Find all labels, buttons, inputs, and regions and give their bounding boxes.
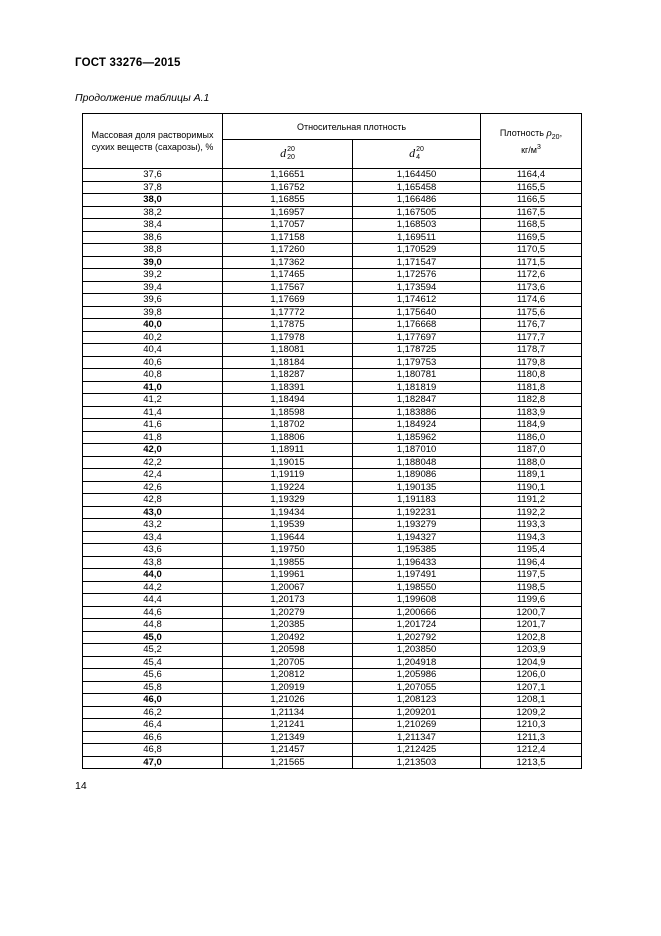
cell-mass-fraction: 41,0 (83, 381, 223, 394)
cell-d4-20: 1,182847 (353, 394, 481, 407)
cell-d4-20: 1,179753 (353, 356, 481, 369)
cell-mass-fraction: 38,2 (83, 206, 223, 219)
cell-d20-20: 1,20705 (223, 656, 353, 669)
cell-density: 1182,8 (481, 394, 582, 407)
d-subscript: 20 (287, 154, 295, 162)
cell-d4-20: 1,167505 (353, 206, 481, 219)
cell-mass-fraction: 40,0 (83, 319, 223, 332)
table-row (83, 481, 582, 494)
cell-mass-fraction: 44,0 (83, 569, 223, 582)
header-row-1 (83, 114, 582, 140)
cell-mass-fraction: 43,8 (83, 556, 223, 569)
cell-mass-fraction: 46,0 (83, 694, 223, 707)
cell-d4-20: 1,166486 (353, 194, 481, 207)
cell-mass-fraction: 43,6 (83, 544, 223, 557)
cell-mass-fraction: 42,6 (83, 481, 223, 494)
cell-d4-20: 1,212425 (353, 744, 481, 757)
cell-mass-fraction: 39,8 (83, 306, 223, 319)
cell-d4-20: 1,213503 (353, 756, 481, 769)
data-table (82, 113, 582, 769)
table-row (83, 669, 582, 682)
cell-mass-fraction: 45,2 (83, 644, 223, 657)
cell-d20-20: 1,17978 (223, 331, 353, 344)
cell-d4-20: 1,164450 (353, 169, 481, 182)
cell-mass-fraction: 42,0 (83, 444, 223, 457)
cell-density: 1194,3 (481, 531, 582, 544)
cell-mass-fraction: 44,4 (83, 594, 223, 607)
cell-density: 1176,7 (481, 319, 582, 332)
cell-d4-20: 1,209201 (353, 706, 481, 719)
cell-mass-fraction: 46,6 (83, 731, 223, 744)
cell-d4-20: 1,175640 (353, 306, 481, 319)
cell-d4-20: 1,193279 (353, 519, 481, 532)
cell-d20-20: 1,20812 (223, 669, 353, 682)
cell-d20-20: 1,18184 (223, 356, 353, 369)
table-row (83, 431, 582, 444)
cell-density: 1165,5 (481, 181, 582, 194)
table-row (83, 419, 582, 432)
cell-d4-20: 1,202792 (353, 631, 481, 644)
cell-d20-20: 1,20598 (223, 644, 353, 657)
cell-d4-20: 1,194327 (353, 531, 481, 544)
cell-d4-20: 1,185962 (353, 431, 481, 444)
cell-d4-20: 1,191183 (353, 494, 481, 507)
table-row (83, 494, 582, 507)
density-comma: , (559, 127, 563, 138)
cell-density: 1193,3 (481, 519, 582, 532)
d-symbol: d (409, 145, 416, 160)
table-row (83, 456, 582, 469)
cell-d4-20: 1,199608 (353, 594, 481, 607)
cell-d4-20: 1,183886 (353, 406, 481, 419)
cell-density: 1188,0 (481, 456, 582, 469)
cell-density: 1177,7 (481, 331, 582, 344)
cell-mass-fraction: 42,8 (83, 494, 223, 507)
cell-d4-20: 1,181819 (353, 381, 481, 394)
d20-20-scripts (287, 146, 295, 162)
cell-d20-20: 1,18391 (223, 381, 353, 394)
table-row (83, 606, 582, 619)
density-label: Плотность (499, 127, 544, 138)
cell-mass-fraction: 45,8 (83, 681, 223, 694)
table-row (83, 756, 582, 769)
table-row (83, 519, 582, 532)
cell-d20-20: 1,20385 (223, 619, 353, 632)
cell-d4-20: 1,174612 (353, 294, 481, 307)
cell-mass-fraction: 43,2 (83, 519, 223, 532)
cell-density: 1174,6 (481, 294, 582, 307)
table-row (83, 319, 582, 332)
cell-density: 1180,8 (481, 369, 582, 382)
cell-density: 1208,1 (481, 694, 582, 707)
cell-density: 1211,3 (481, 731, 582, 744)
cell-d20-20: 1,18494 (223, 394, 353, 407)
cell-d4-20: 1,208123 (353, 694, 481, 707)
cell-d20-20: 1,21026 (223, 694, 353, 707)
table-body (83, 169, 582, 769)
cell-density: 1178,7 (481, 344, 582, 357)
table-row (83, 244, 582, 257)
col-header-density (481, 114, 582, 169)
cell-mass-fraction: 46,2 (83, 706, 223, 719)
table-row (83, 294, 582, 307)
cell-mass-fraction: 41,2 (83, 394, 223, 407)
cell-mass-fraction: 40,2 (83, 331, 223, 344)
table-row (83, 369, 582, 382)
table-row (83, 219, 582, 232)
cell-density: 1186,0 (481, 431, 582, 444)
cell-d20-20: 1,19644 (223, 531, 353, 544)
cell-d20-20: 1,20173 (223, 594, 353, 607)
cell-d20-20: 1,17158 (223, 231, 353, 244)
density-unit: кг/м (521, 144, 537, 155)
table-row (83, 569, 582, 582)
cell-density: 1192,2 (481, 506, 582, 519)
cell-d4-20: 1,177697 (353, 331, 481, 344)
cell-d4-20: 1,195385 (353, 544, 481, 557)
cell-density: 1201,7 (481, 619, 582, 632)
cell-d4-20: 1,201724 (353, 619, 481, 632)
cell-mass-fraction: 43,4 (83, 531, 223, 544)
cell-density: 1191,2 (481, 494, 582, 507)
cell-mass-fraction: 46,4 (83, 719, 223, 732)
cell-d20-20: 1,21241 (223, 719, 353, 732)
cell-d20-20: 1,17772 (223, 306, 353, 319)
cell-d20-20: 1,17465 (223, 269, 353, 282)
table-row (83, 281, 582, 294)
cell-density: 1184,9 (481, 419, 582, 432)
cell-density: 1175,6 (481, 306, 582, 319)
cell-mass-fraction: 44,6 (83, 606, 223, 619)
table-row (83, 631, 582, 644)
cell-mass-fraction: 42,2 (83, 456, 223, 469)
cell-mass-fraction: 37,8 (83, 181, 223, 194)
cell-d4-20: 1,204918 (353, 656, 481, 669)
table-row (83, 181, 582, 194)
cell-density: 1183,9 (481, 406, 582, 419)
cell-d4-20: 1,169511 (353, 231, 481, 244)
cell-d20-20: 1,16957 (223, 206, 353, 219)
cell-d20-20: 1,17875 (223, 319, 353, 332)
table-row (83, 344, 582, 357)
table-row (83, 381, 582, 394)
table-row (83, 619, 582, 632)
cell-mass-fraction: 44,2 (83, 581, 223, 594)
cell-density: 1167,5 (481, 206, 582, 219)
cell-d4-20: 1,200666 (353, 606, 481, 619)
table-row (83, 331, 582, 344)
cell-d4-20: 1,198550 (353, 581, 481, 594)
table-row (83, 544, 582, 557)
cell-d20-20: 1,18287 (223, 369, 353, 382)
d-superscript: 20 (416, 145, 424, 153)
cell-d4-20: 1,165458 (353, 181, 481, 194)
cell-mass-fraction: 40,4 (83, 344, 223, 357)
cell-d20-20: 1,20492 (223, 631, 353, 644)
cell-d20-20: 1,19539 (223, 519, 353, 532)
cell-mass-fraction: 39,6 (83, 294, 223, 307)
cell-d4-20: 1,187010 (353, 444, 481, 457)
cell-density: 1195,4 (481, 544, 582, 557)
cell-d20-20: 1,20067 (223, 581, 353, 594)
cell-mass-fraction: 46,8 (83, 744, 223, 757)
cell-d4-20: 1,172576 (353, 269, 481, 282)
cell-density: 1206,0 (481, 669, 582, 682)
d-subscript: 4 (416, 154, 420, 162)
cell-d4-20: 1,196433 (353, 556, 481, 569)
cell-density: 1190,1 (481, 481, 582, 494)
cell-d20-20: 1,17567 (223, 281, 353, 294)
cell-d20-20: 1,19855 (223, 556, 353, 569)
table-row (83, 469, 582, 482)
cell-d20-20: 1,17362 (223, 256, 353, 269)
cell-mass-fraction: 42,4 (83, 469, 223, 482)
table-row (83, 719, 582, 732)
cell-d20-20: 1,16855 (223, 194, 353, 207)
cell-d20-20: 1,21134 (223, 706, 353, 719)
cell-density: 1168,5 (481, 219, 582, 232)
d-symbol: d (280, 145, 287, 160)
document-title: ГОСТ 33276—2015 (75, 57, 181, 69)
table-row (83, 194, 582, 207)
cell-mass-fraction: 38,6 (83, 231, 223, 244)
cell-density: 1173,6 (481, 281, 582, 294)
cell-mass-fraction: 47,0 (83, 756, 223, 769)
document-page (75, 57, 587, 792)
cell-d4-20: 1,168503 (353, 219, 481, 232)
cell-d4-20: 1,178725 (353, 344, 481, 357)
cell-mass-fraction: 43,0 (83, 506, 223, 519)
cell-d20-20: 1,18806 (223, 431, 353, 444)
cell-mass-fraction: 41,6 (83, 419, 223, 432)
cell-d20-20: 1,19224 (223, 481, 353, 494)
cell-mass-fraction: 45,4 (83, 656, 223, 669)
density-unit-exponent: 3 (537, 143, 541, 151)
cell-d20-20: 1,16752 (223, 181, 353, 194)
cell-d20-20: 1,18081 (223, 344, 353, 357)
cell-density: 1198,5 (481, 581, 582, 594)
table-caption: Продолжение таблицы А.1 (75, 92, 210, 104)
table-row (83, 531, 582, 544)
cell-density: 1200,7 (481, 606, 582, 619)
d-superscript: 20 (287, 145, 295, 153)
table-row (83, 506, 582, 519)
cell-density: 1164,4 (481, 169, 582, 182)
table-row (83, 394, 582, 407)
table-row (83, 406, 582, 419)
table-row (83, 694, 582, 707)
table-row (83, 231, 582, 244)
table-row (83, 681, 582, 694)
cell-d4-20: 1,184924 (353, 419, 481, 432)
cell-density: 1181,8 (481, 381, 582, 394)
table-row (83, 169, 582, 182)
cell-mass-fraction: 44,8 (83, 619, 223, 632)
table-row (83, 744, 582, 757)
cell-mass-fraction: 40,8 (83, 369, 223, 382)
cell-d20-20: 1,18911 (223, 444, 353, 457)
cell-density: 1204,9 (481, 656, 582, 669)
table-row (83, 306, 582, 319)
cell-density: 1209,2 (481, 706, 582, 719)
table-row (83, 556, 582, 569)
cell-d20-20: 1,20279 (223, 606, 353, 619)
cell-mass-fraction: 37,6 (83, 169, 223, 182)
cell-density: 1166,5 (481, 194, 582, 207)
cell-density: 1179,8 (481, 356, 582, 369)
rho-symbol: ρ (546, 126, 552, 139)
cell-d20-20: 1,19119 (223, 469, 353, 482)
cell-density: 1196,4 (481, 556, 582, 569)
cell-density: 1169,5 (481, 231, 582, 244)
cell-d4-20: 1,176668 (353, 319, 481, 332)
cell-d20-20: 1,21457 (223, 744, 353, 757)
cell-d20-20: 1,16651 (223, 169, 353, 182)
d4-20-scripts (416, 146, 424, 162)
table-row (83, 356, 582, 369)
col-header-d4-20 (353, 140, 481, 169)
table-row (83, 581, 582, 594)
cell-d20-20: 1,21349 (223, 731, 353, 744)
cell-mass-fraction: 38,0 (83, 194, 223, 207)
cell-density: 1203,9 (481, 644, 582, 657)
cell-mass-fraction: 40,6 (83, 356, 223, 369)
cell-mass-fraction: 39,4 (83, 281, 223, 294)
cell-density: 1210,3 (481, 719, 582, 732)
cell-d4-20: 1,189086 (353, 469, 481, 482)
cell-d4-20: 1,192231 (353, 506, 481, 519)
cell-d4-20: 1,180781 (353, 369, 481, 382)
cell-d4-20: 1,170529 (353, 244, 481, 257)
cell-density: 1172,6 (481, 269, 582, 282)
cell-d20-20: 1,21565 (223, 756, 353, 769)
table-row (83, 731, 582, 744)
col-header-relative-density: Относительная плотность (223, 114, 481, 140)
cell-d4-20: 1,188048 (353, 456, 481, 469)
cell-d20-20: 1,17669 (223, 294, 353, 307)
cell-mass-fraction: 41,8 (83, 431, 223, 444)
cell-mass-fraction: 45,0 (83, 631, 223, 644)
table-row (83, 706, 582, 719)
table-row (83, 444, 582, 457)
col-header-mass-fraction: Массовая доля растворимых сухих веществ (сахарозы), % (83, 114, 223, 169)
cell-d20-20: 1,17057 (223, 219, 353, 232)
cell-d20-20: 1,18598 (223, 406, 353, 419)
cell-mass-fraction: 45,6 (83, 669, 223, 682)
cell-d20-20: 1,17260 (223, 244, 353, 257)
cell-d4-20: 1,171547 (353, 256, 481, 269)
cell-d20-20: 1,18702 (223, 419, 353, 432)
rho-subscript: 20 (551, 133, 560, 141)
table-row (83, 656, 582, 669)
cell-d20-20: 1,20919 (223, 681, 353, 694)
cell-density: 1207,1 (481, 681, 582, 694)
cell-d20-20: 1,19015 (223, 456, 353, 469)
cell-d20-20: 1,19750 (223, 544, 353, 557)
table-row (83, 256, 582, 269)
cell-d4-20: 1,211347 (353, 731, 481, 744)
table-row (83, 206, 582, 219)
cell-mass-fraction: 41,4 (83, 406, 223, 419)
cell-mass-fraction: 39,2 (83, 269, 223, 282)
cell-density: 1197,5 (481, 569, 582, 582)
cell-d4-20: 1,207055 (353, 681, 481, 694)
cell-d4-20: 1,203850 (353, 644, 481, 657)
cell-d20-20: 1,19434 (223, 506, 353, 519)
page-number: 14 (75, 780, 87, 792)
cell-d20-20: 1,19961 (223, 569, 353, 582)
cell-density: 1212,4 (481, 744, 582, 757)
cell-density: 1189,1 (481, 469, 582, 482)
cell-d4-20: 1,190135 (353, 481, 481, 494)
cell-density: 1202,8 (481, 631, 582, 644)
cell-density: 1213,5 (481, 756, 582, 769)
table-row (83, 644, 582, 657)
cell-d4-20: 1,197491 (353, 569, 481, 582)
cell-d4-20: 1,205986 (353, 669, 481, 682)
cell-d4-20: 1,210269 (353, 719, 481, 732)
cell-density: 1187,0 (481, 444, 582, 457)
col-header-d20-20 (223, 140, 353, 169)
table-row (83, 269, 582, 282)
cell-d4-20: 1,173594 (353, 281, 481, 294)
cell-d20-20: 1,19329 (223, 494, 353, 507)
cell-density: 1199,6 (481, 594, 582, 607)
table-row (83, 594, 582, 607)
cell-mass-fraction: 39,0 (83, 256, 223, 269)
cell-mass-fraction: 38,8 (83, 244, 223, 257)
cell-density: 1171,5 (481, 256, 582, 269)
cell-density: 1170,5 (481, 244, 582, 257)
cell-mass-fraction: 38,4 (83, 219, 223, 232)
